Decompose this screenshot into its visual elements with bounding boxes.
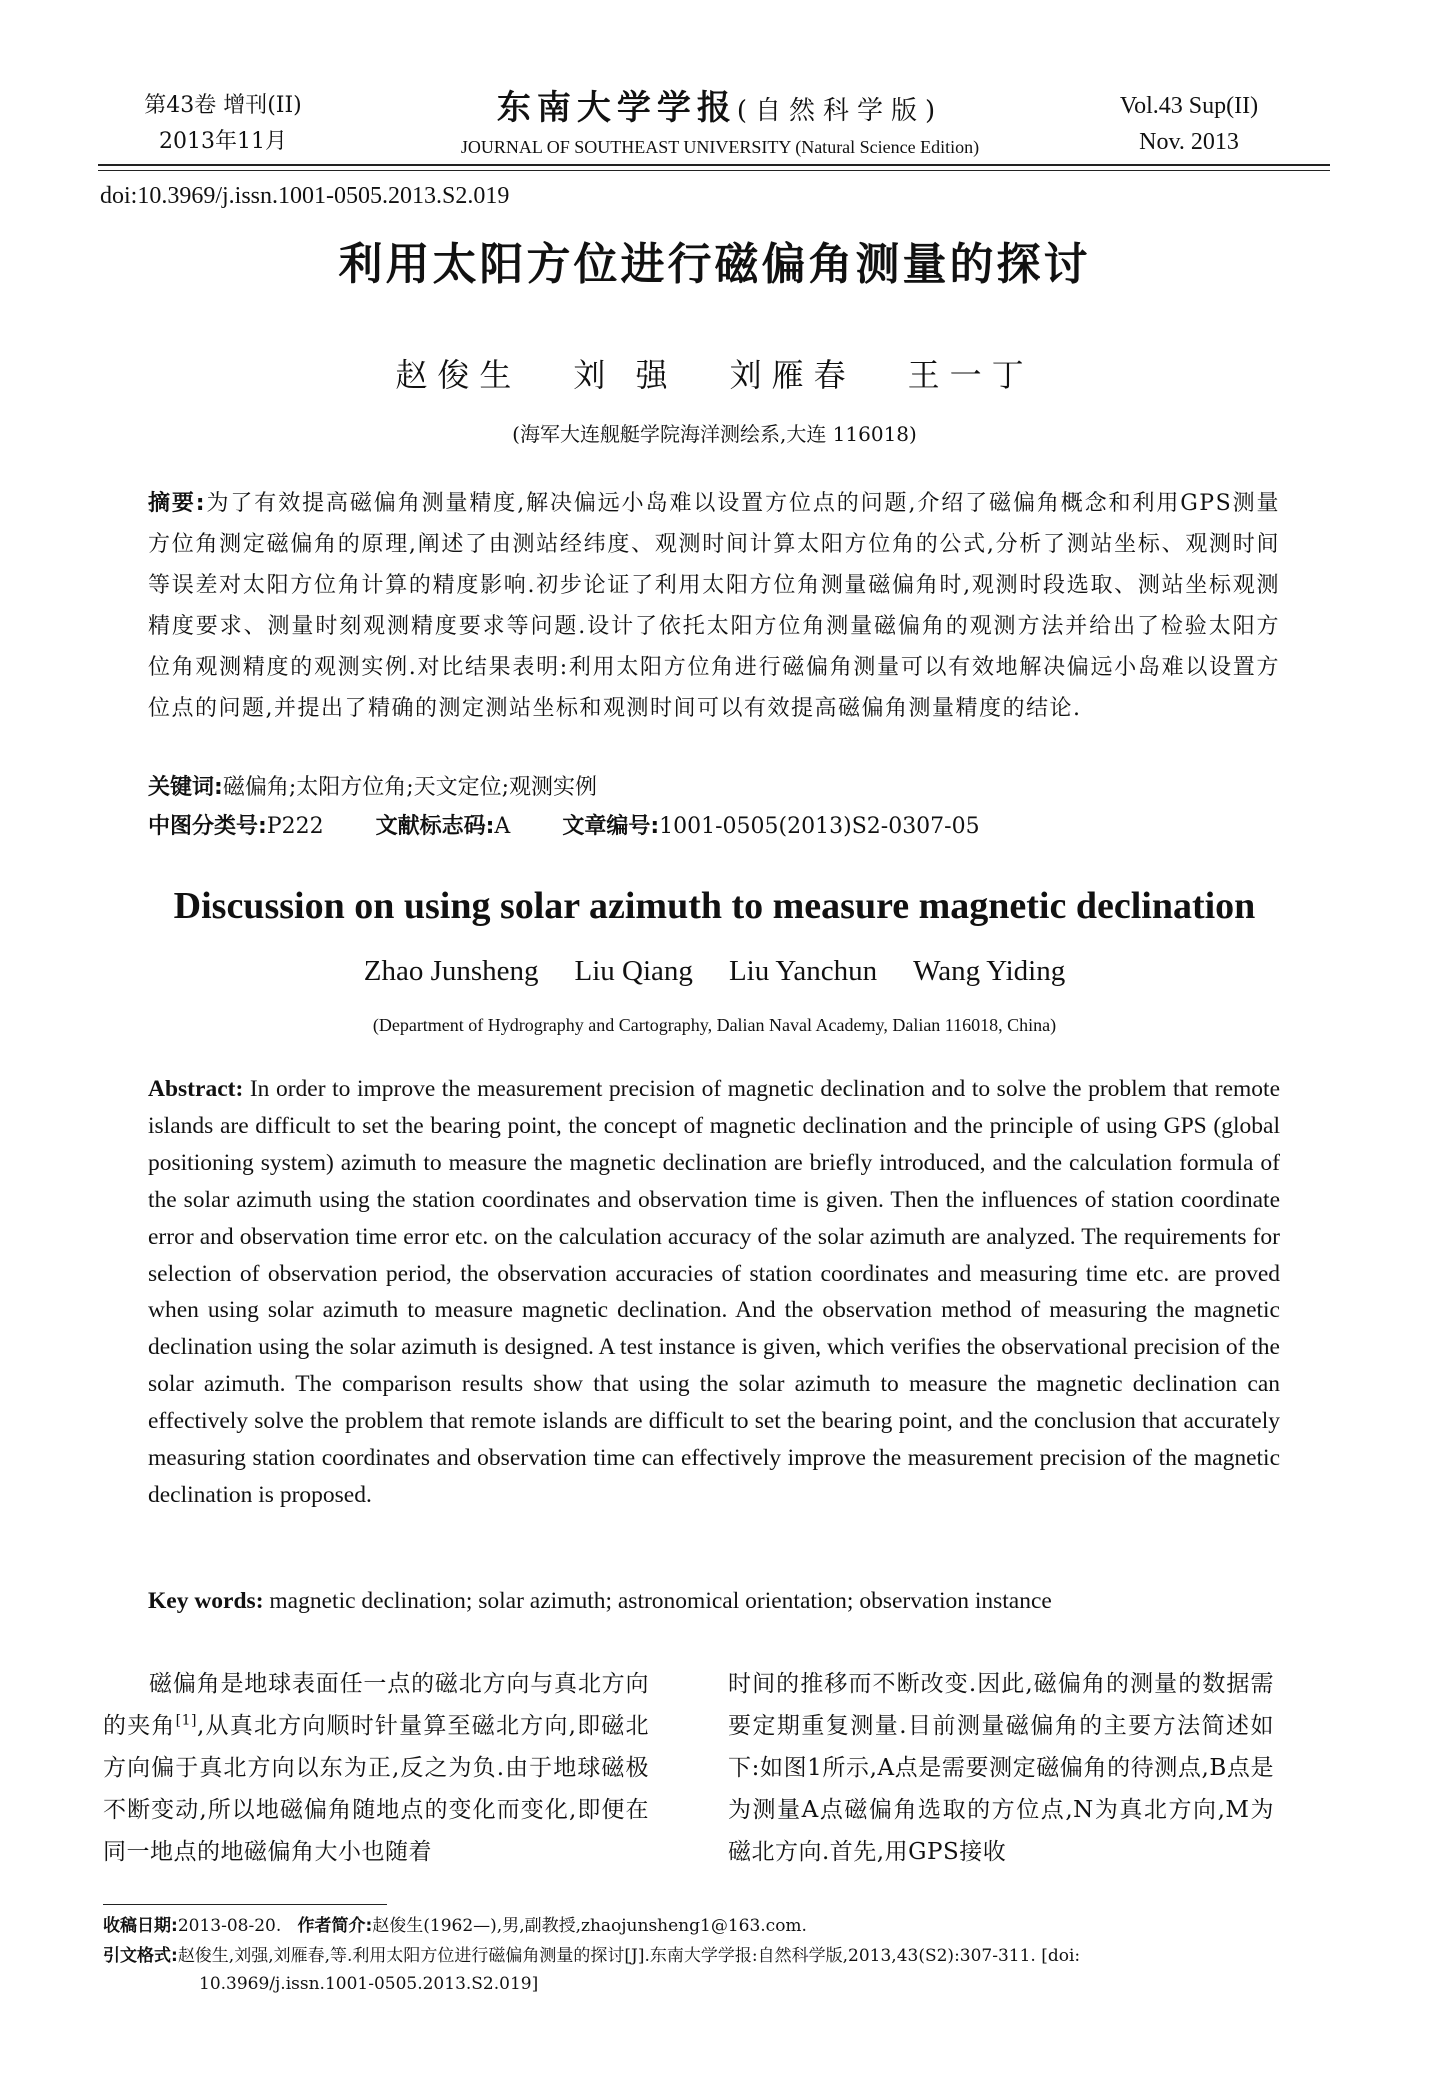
body-paragraph <box>103 1663 649 1873</box>
clc-value: P222 <box>266 814 324 839</box>
volume-en: Vol.43 Sup(II) <box>1119 93 1259 119</box>
body-left-text-a: 磁偏角是地球表面任一点的磁北方向与真北方向的夹角 <box>103 1671 649 1739</box>
keywords-cn <box>148 771 1280 805</box>
author-cn: 刘 强 <box>573 356 678 394</box>
author-info-value: 赵俊生(1962—),男,副教授,zhaojunsheng1@163.com. <box>372 1916 807 1936</box>
journal-title-cn <box>380 84 1060 135</box>
doi: doi:10.3969/j.issn.1001-0505.2013.S2.019 <box>100 183 510 209</box>
received-label: 收稿日期: <box>103 1916 178 1936</box>
keywords-cn-text: 磁偏角;太阳方位角;天文定位;观测实例 <box>222 775 598 800</box>
body-column-right <box>728 1663 1274 1873</box>
article-number-label: 文章编号: <box>562 814 660 839</box>
title-en: Discussion on using solar azimuth to measure magnetic declination <box>173 885 1256 927</box>
received-value: 2013-08-20. <box>177 1916 282 1936</box>
citation-value-cont: 10.3969/j.issn.1001-0505.2013.S2.019] <box>199 1974 539 1994</box>
author-cn: 王一丁 <box>907 356 1034 394</box>
author-en: Zhao Junsheng <box>363 955 539 987</box>
abstract-cn-label: 摘要: <box>148 491 207 516</box>
article-number-value: 1001-0505(2013)S2-0307-05 <box>659 814 980 839</box>
affiliation-cn: (海军大连舰艇学院海洋测绘系,大连 116018) <box>512 422 917 446</box>
body-left-text-b: ,从真北方向顺时针量算至磁北方向,即磁北方向偏于真北方向以东为正,反之为负.由于地球磁极不断变动,所以地磁偏角随地点的变化而变化,即便在同一地点的地磁偏角大小也随着 <box>103 1713 650 1865</box>
abstract-cn <box>148 483 1280 729</box>
author-en: Wang Yiding <box>913 955 1066 987</box>
date-en: Nov. 2013 <box>1139 129 1239 155</box>
header-right <box>1079 88 1299 160</box>
abstract-en <box>148 1071 1280 1514</box>
journal-edition-cn: (自然科学版) <box>736 96 944 126</box>
citation-value: 赵俊生,刘强,刘雁春,等.利用太阳方位进行磁偏角测量的探讨[J].东南大学学报:自然科学版,2013,43(S2):307-311. [doi: <box>177 1946 1081 1966</box>
classification-line <box>148 810 1280 844</box>
journal-name-cn: 东南大学学报 <box>496 88 737 128</box>
footnote-received-author <box>103 1912 1330 1940</box>
author-cn: 赵俊生 <box>395 356 522 394</box>
citation-ref: [1] <box>175 1712 197 1729</box>
citation-label: 引文格式: <box>103 1946 178 1966</box>
abstract-en-text: In order to improve the measurement precision of magnetic declination and to solve the problem that remote islands are difficult to set the bearing point, the concept of magnetic declination and the principle of using GPS (global positioning system) azimuth to measure the magnetic declination are briefly introduced, and the calculation formula of the solar azimuth using the station coordinates and observation time is given. Then the influences of station coordinate error and observation time error etc. on the calculation accuracy of the solar azimuth are analyzed. The requirements for selection of observation period, the observation accuracies of station coordinates and measuring time etc. are proved when using solar azimuth to measure magnetic declination. And the observation method of measuring the magnetic declination using the solar azimuth is designed. A test instance is given, which verifies the observational precision of the solar azimuth. The comparison results show that using the solar azimuth to measure the magnetic declination can effectively solve the problem that remote islands are difficult to set the bearing point, and the conclusion that accurately measuring station coordinates and observation time can effectively improve the measurement precision of the magnetic declination is proposed. <box>148 1076 1281 1508</box>
doc-code-value: A <box>494 814 511 839</box>
date-cn: 2013年11月 <box>159 129 287 154</box>
keywords-en-text: magnetic declination; solar azimuth; astronomical orientation; observation instance <box>269 1588 1052 1614</box>
header-center <box>380 84 1060 159</box>
header-rule-thick <box>98 164 1330 166</box>
abstract-en-label: Abstract: <box>148 1076 244 1102</box>
body-column-left <box>103 1663 649 1873</box>
author-cn: 刘雁春 <box>729 356 856 394</box>
header-rule-thin <box>98 170 1330 171</box>
header-left <box>108 88 338 160</box>
authors-cn <box>0 350 1429 396</box>
authors-en <box>0 955 1429 988</box>
body-paragraph: 时间的推移而不断改变.因此,磁偏角的测量的数据需要定期重复测量.目前测量磁偏角的主要方法简述如下:如图1所示,A点是需要测定磁偏角的待测点,B点是为测量A点磁偏角选取的方位点,N为真北方向,M为磁北方向.首先,用GPS接收 <box>728 1671 1274 1865</box>
keywords-en <box>148 1583 1280 1619</box>
keywords-en-label: Key words: <box>148 1588 264 1614</box>
author-info-label: 作者简介: <box>297 1916 373 1936</box>
footnote-citation <box>103 1942 1330 1998</box>
clc-label: 中图分类号: <box>148 814 267 839</box>
journal-title-en: JOURNAL OF SOUTHEAST UNIVERSITY (Natural Science Edition) <box>460 137 980 157</box>
author-en: Liu Qiang <box>574 955 693 987</box>
title-cn: 利用太阳方位进行磁偏角测量的探讨 <box>338 239 1091 290</box>
volume-cn: 第43卷 增刊(II) <box>144 93 302 118</box>
affiliation-en: (Department of Hydrography and Cartography, Dalian Naval Academy, Dalian 116018, China) <box>372 1015 1057 1035</box>
footnote-rule <box>103 1904 387 1905</box>
abstract-cn-text: 为了有效提高磁偏角测量精度,解决偏远小岛难以设置方位点的问题,介绍了磁偏角概念和利用GPS测量方位角测定磁偏角的原理,阐述了由测站经纬度、观测时间计算太阳方位角的公式,分析了测站坐标、观测时间等误差对太阳方位角计算的精度影响.初步论证了利用太阳方位角测量磁偏角时,观测时段选取、测站坐标观测精度要求、测量时刻观测精度要求等问题.设计了依托太阳方位角测量磁偏角的观测方法并给出了检验太阳方位角观测精度的观测实例.对比结果表明:利用太阳方位角进行磁偏角测量可以有效地解决偏远小岛难以设置方位点的问题,并提出了精确的测定测站坐标和观测时间可以有效提高磁偏角测量精度的结论. <box>148 491 1280 721</box>
author-en: Liu Yanchun <box>728 955 878 987</box>
doc-code-label: 文献标志码: <box>375 814 495 839</box>
keywords-cn-label: 关键词: <box>148 775 223 800</box>
